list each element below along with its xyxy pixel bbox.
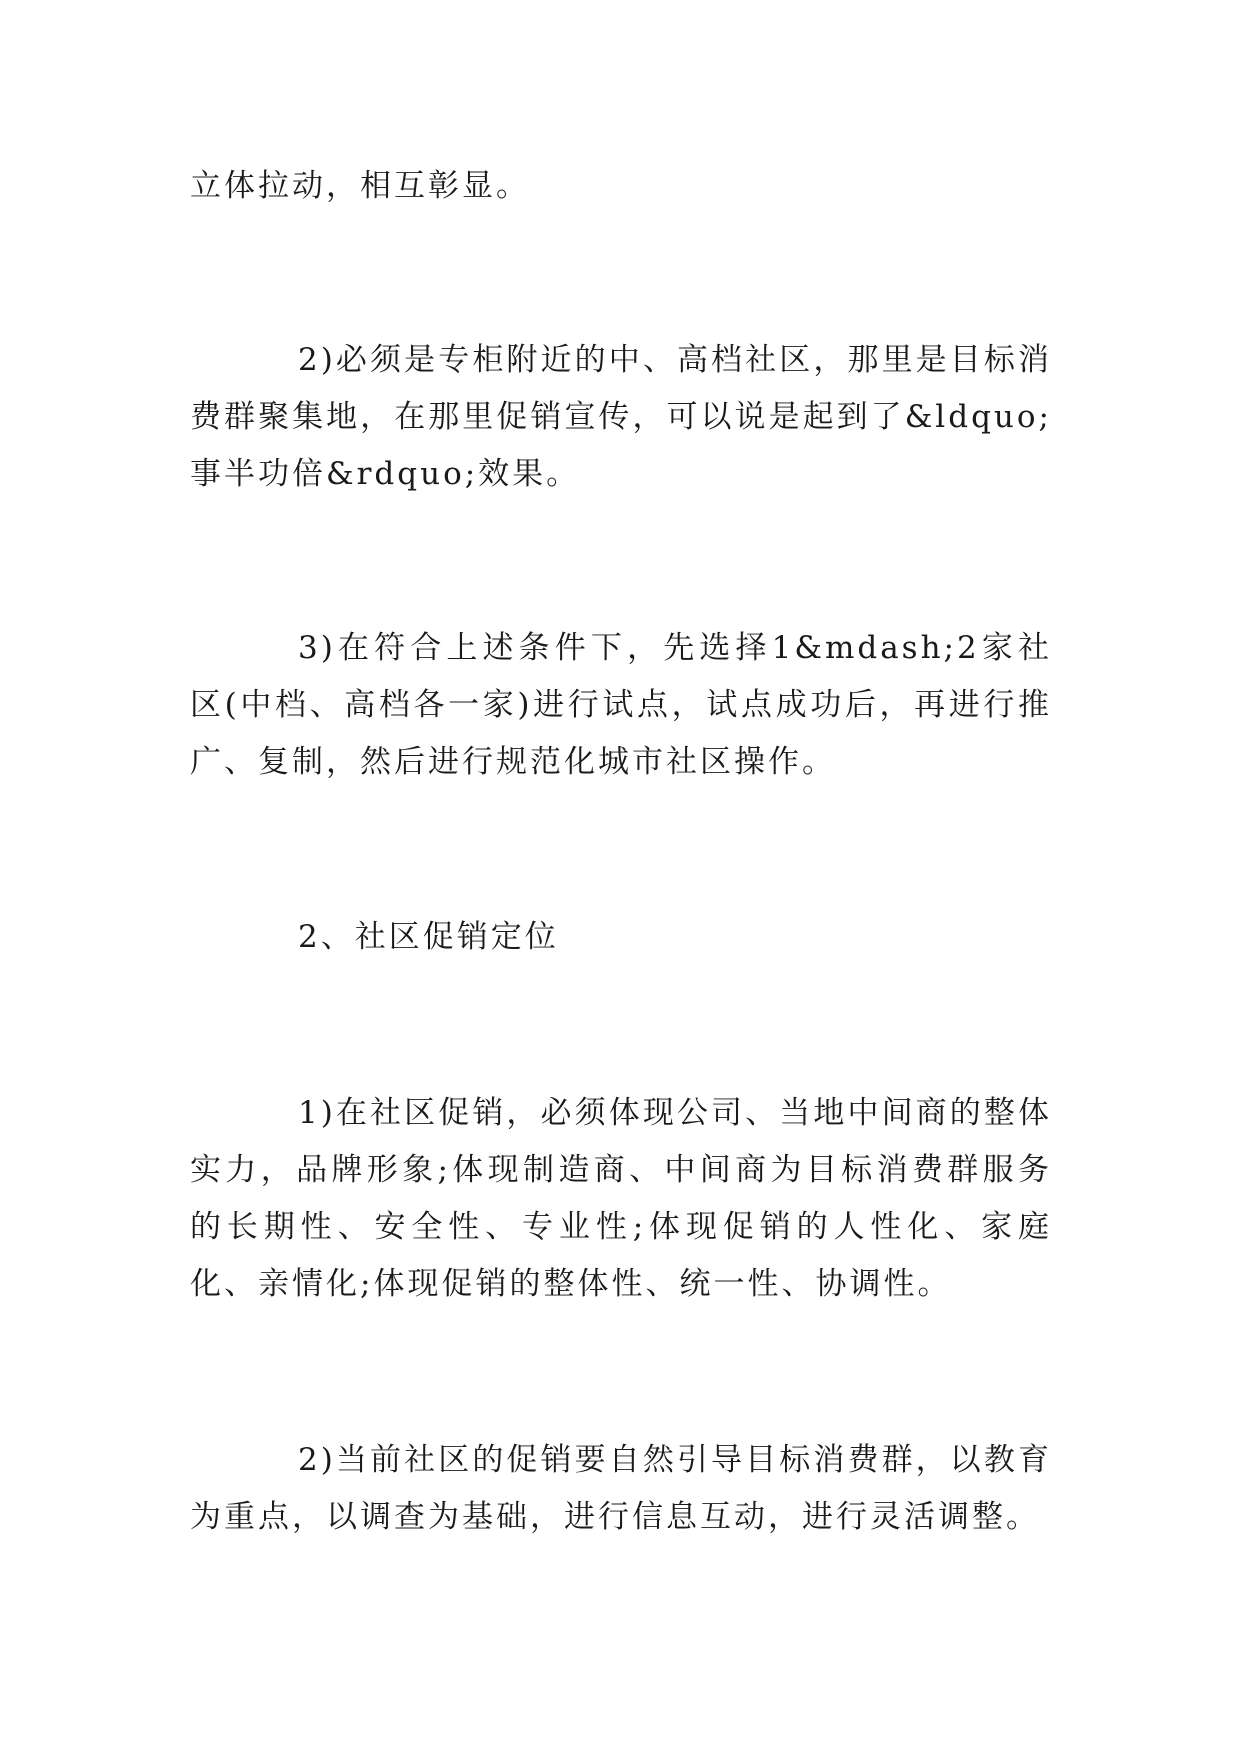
paragraph-item-3: 3)在符合上述条件下，先选择1&mdash;2家社区(中档、高档各一家)进行试点，试点成功后，再进行推广、复制，然后进行规范化城市社区操作。 <box>190 630 1052 780</box>
paragraph-item-2-second: 2)当前社区的促销要自然引导目标消费群，以教育为重点，以调查为基础，进行信息互动，进行灵活调整。 <box>190 1442 1052 1535</box>
paragraph-continuation: 立体拉动，相互彰显。 <box>190 168 530 204</box>
paragraph-item-2: 2)必须是专柜附近的中、高档社区，那里是目标消费群聚集地，在那里促销宣传，可以说是起到了&ldquo;事半功倍&rdquo;效果。 <box>190 342 1052 492</box>
section-heading: 2、社区促销定位 <box>298 919 559 955</box>
paragraph-item-1: 1)在社区促销，必须体现公司、当地中间商的整体实力，品牌形象;体现制造商、中间商为目标消费群服务的长期性、安全性、专业性;体现促销的人性化、家庭化、亲情化;体现促销的整体性、统一性、协调性。 <box>190 1095 1052 1302</box>
